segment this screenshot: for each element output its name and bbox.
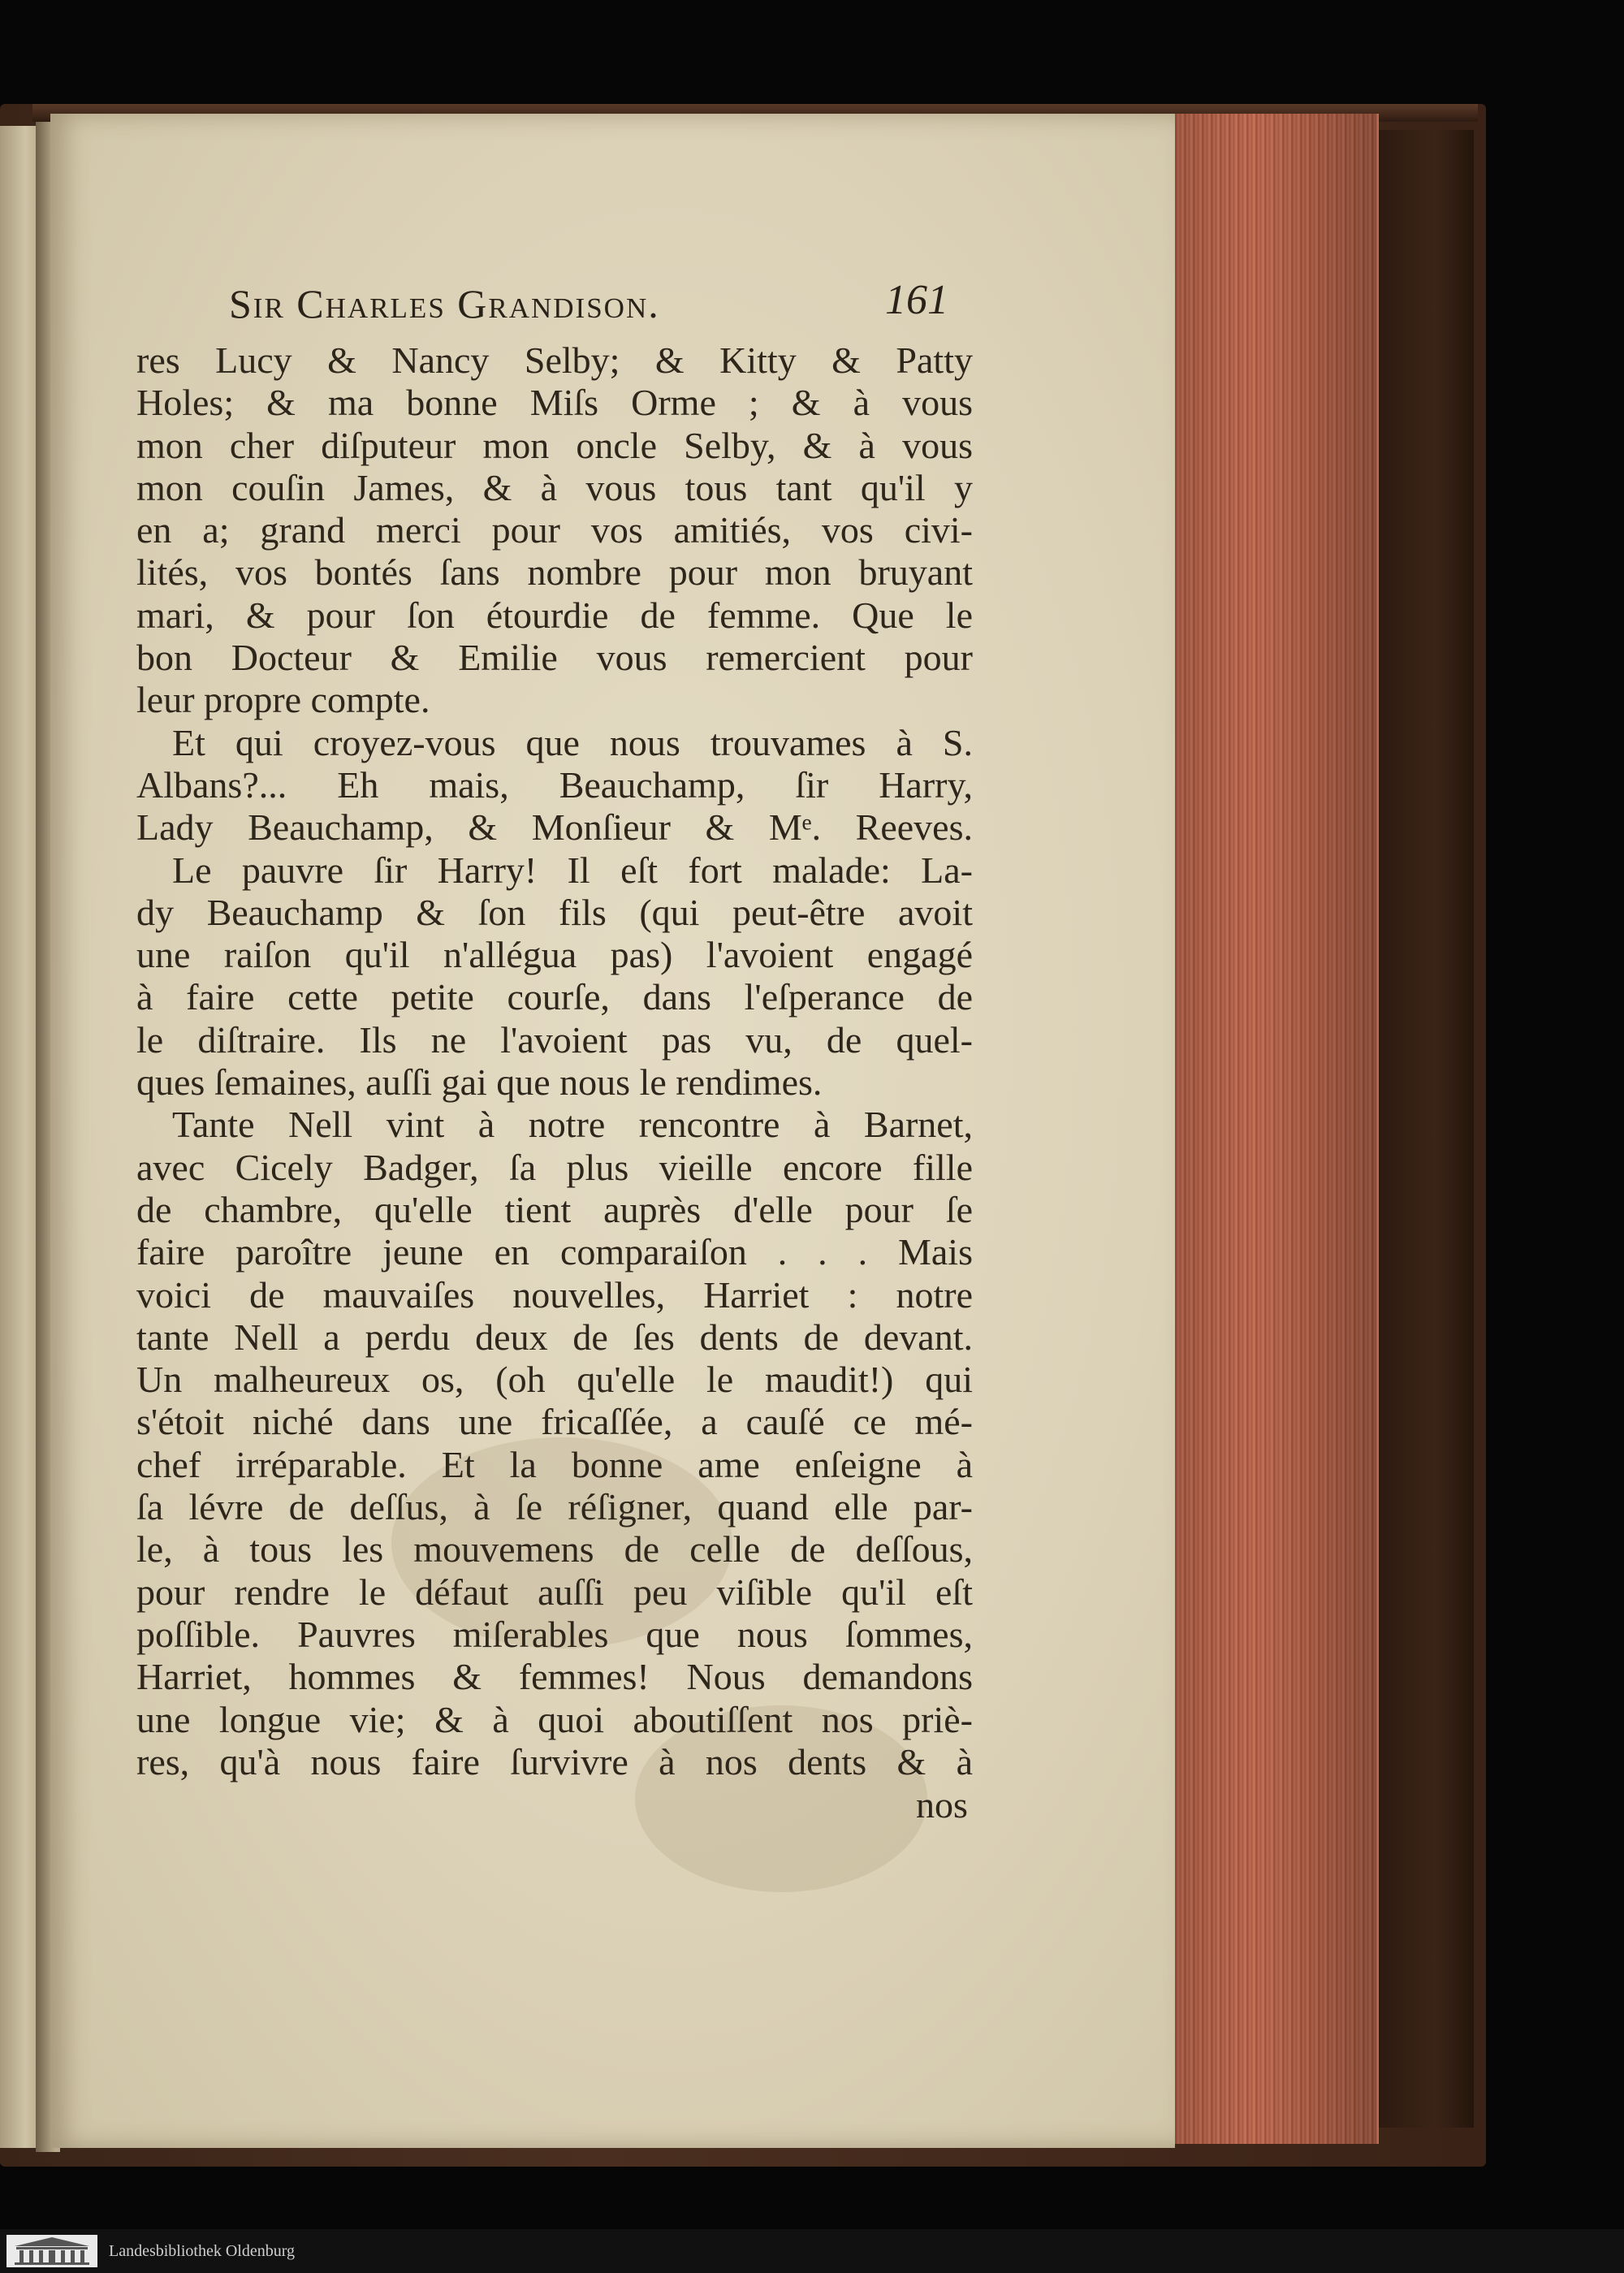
text-line: pour rendre le défaut auſſi peu viſible qu'il eſt [136,1571,973,1613]
text-line: ſa lévre de deſſus, à ſe réſigner, quand elle par- [136,1486,973,1528]
text-line: tante Nell a perdu deux de ſes dents de devant. [136,1316,973,1358]
text-line: avec Cicely Badger, ſa plus vieille encore fille [136,1146,973,1188]
text-line: ques ſemaines, auſſi gai que nous le rendimes. [136,1061,823,1104]
text-line: une longue vie; & à quoi aboutiſſent nos priè- [136,1698,973,1740]
text-line: Albans?... Eh mais, Beauchamp, ſir Harry, [136,763,973,806]
back-cover-board [1376,130,1474,2128]
text-line: bon Docteur & Emilie vous remercient pour [136,637,973,679]
text-line: faire paroître jeune en comparaiſon . . . Mais [136,1231,973,1273]
library-name: Landesbibliothek Oldenburg [109,2242,296,2260]
catchword: nos [916,1784,968,1826]
running-head: Sir Charles Grandison. [229,281,660,326]
text-line: dy Beauchamp & ſon fils (qui peut-être avoit [136,891,973,933]
text-line: le diſtraire. Ils ne l'avoient pas vu, de quel- [136,1018,973,1061]
text-line: voici de mauvaiſes nouvelles, Harriet : notre [136,1273,973,1316]
text-line: leur propre compte. [136,679,430,721]
text-line: à faire cette petite courſe, dans l'eſperance de [136,976,973,1018]
text-line: poſſible. Pauvres miſerables que nous ſommes, [136,1613,973,1655]
text-line: lités, vos bontés ſans nombre pour mon bruyant [136,551,973,594]
text-line: Holes; & ma bonne Miſs Orme ; & à vous [136,382,973,424]
fore-edge-shade [1169,114,1376,2144]
text-line: Tante Nell vint à notre rencontre à Barnet, [172,1104,973,1146]
body-text [136,339,973,1783]
text-line: le, à tous les mouvemens de celle de deſſous, [136,1528,973,1571]
text-line: mon couſin James, & à vous tous tant qu'il y [136,466,973,508]
text-line: Un malheureux os, (oh qu'elle le maudit!) qui [136,1359,973,1401]
library-building-icon [6,2235,97,2267]
text-line: res Lucy & Nancy Selby; & Kitty & Patty [136,339,973,381]
text-line: Et qui croyez-vous que nous trouvames à S. [172,721,973,763]
page-number: 161 [885,277,948,323]
text-line: Lady Beauchamp, & Monſieur & Mᵉ. Reeves. [136,806,973,849]
text-line: mon cher diſputeur mon oncle Selby, & à vous [136,424,973,466]
text-line: s'étoit niché dans une fricaſſée, a cauſé ce mé- [136,1401,973,1443]
text-line: res, qu'à nous faire ſurvivre à nos dents & à [136,1740,973,1783]
text-line: Le pauvre ſir Harry! Il eſt fort malade: La- [172,849,973,891]
text-line: mari, & pour ſon étourdie de femme. Que le [136,594,973,636]
text-line: chef irréparable. Et la bonne ame enſeigne à [136,1443,973,1485]
text-line: de chambre, qu'elle tient auprès d'elle pour ſe [136,1188,973,1230]
text-line: Harriet, hommes & femmes! Nous demandons [136,1656,973,1698]
text-line: en a; grand merci pour vos amitiés, vos civi- [136,509,973,551]
text-line: une raiſon qu'il n'allégua pas) l'avoient engagé [136,934,973,976]
